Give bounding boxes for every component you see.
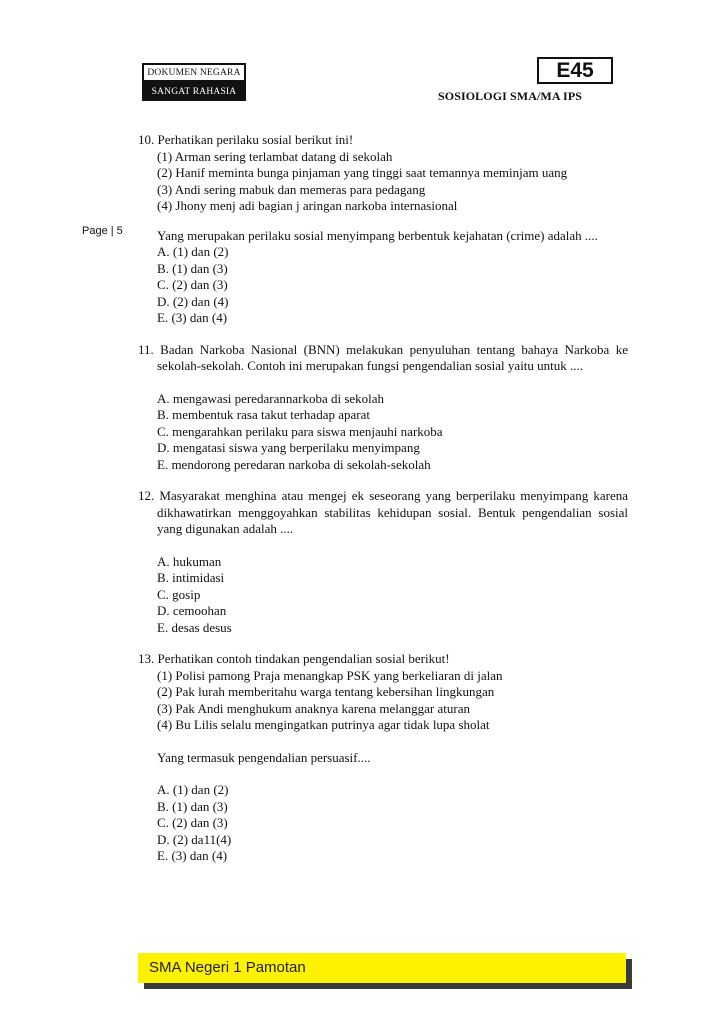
answer-option-a: A. (1) dan (2): [157, 244, 229, 259]
school-name: SMA Negeri 1 Pamotan: [149, 959, 306, 976]
answer-option-d: D. (2) dan (4): [157, 293, 229, 309]
stamp-sangat-rahasia: SANGAT RAHASIA: [142, 82, 246, 101]
answer-option-c: C. gosip: [157, 586, 201, 602]
answer-option-a: A. hukuman: [157, 553, 222, 569]
answer-option-e: E. mendorong peredaran narkoba di sekolah-sekolah: [157, 456, 431, 472]
subject-title: SOSIOLOGI SMA/MA IPS: [438, 89, 583, 103]
question-13: [138, 651, 628, 865]
question-prompt: Yang merupakan perilaku sosial menyimpang berbentuk kejahatan (crime) adalah ....: [157, 227, 598, 243]
statement-list: [138, 149, 628, 327]
question-10: [138, 132, 628, 327]
statement-item: (1) Polisi pamong Praja menangkap PSK yang berkeliaran di jalan: [157, 667, 503, 683]
answer-option-d: D. cemoohan: [157, 603, 227, 618]
statement-list: [138, 668, 628, 865]
answer-options: [157, 782, 628, 865]
question-stem: 11. Badan Narkoba Nasional (BNN) melakukan penyuluhan tentang bahaya Narkoba ke sekolah-sekolah. Contoh ini merupakan fungsi pengendalian sosial yaitu untuk ....: [138, 341, 628, 373]
question-11: [138, 342, 628, 474]
answer-option-b: B. (1) dan (3): [157, 798, 228, 814]
statement-item: (2) Pak lurah memberitahu warga tentang kebersihan lingkungan: [157, 684, 495, 699]
answer-options: [138, 391, 628, 474]
statement-item: (2) Hanif meminta bunga pinjaman yang tinggi saat temannya meminjam uang: [157, 165, 568, 180]
question-list: [138, 132, 628, 865]
answer-option-d: D. (2) da11(4): [157, 831, 232, 847]
question-prompt: Yang termasuk pengendalian persuasif....: [157, 749, 371, 765]
answer-option-c: C. mengarahkan perilaku para siswa menjauhi narkoba: [157, 423, 443, 439]
stamp-dokumen-negara: DOKUMEN NEGARA: [142, 63, 246, 82]
page-number-label: Page | 5: [82, 225, 123, 237]
answer-option-e: E. (3) dan (4): [157, 310, 228, 325]
statement-item: (4) Jhony menj adi bagian j aringan narkoba internasional: [157, 198, 458, 213]
question-stem: 10. Perhatikan perilaku sosial berikut ini!: [138, 132, 354, 147]
answer-option-e: E. desas desus: [157, 619, 232, 635]
answer-option-b: B. membentuk rasa takut terhadap aparat: [157, 407, 370, 422]
question-12: [138, 488, 628, 636]
statement-item: (1) Arman sering terlambat datang di sekolah: [157, 148, 393, 164]
answer-option-a: A. mengawasi peredarannarkoba di sekolah: [157, 390, 385, 406]
statement-item: (4) Bu Lilis selalu mengingatkan putrinya agar tidak lupa sholat: [157, 717, 490, 732]
statement-item: (3) Andi sering mabuk dan memeras para pedagang: [157, 181, 426, 197]
answer-option-c: C. (2) dan (3): [157, 815, 228, 830]
footer-banner: [138, 953, 626, 983]
answer-option-c: C. (2) dan (3): [157, 277, 228, 292]
exam-code-box: E45: [537, 57, 613, 84]
answer-option-b: B. intimidasi: [157, 570, 225, 585]
answer-option-e: E. (3) dan (4): [157, 848, 228, 863]
question-stem: 13. Perhatikan contoh tindakan pengendalian sosial berikut!: [138, 651, 450, 666]
answer-option-a: A. (1) dan (2): [157, 782, 229, 797]
question-stem: 12. Masyarakat menghina atau mengej ek seseorang yang berperilaku menyimpang karena dikhawatirkan menggoyahkan stabilitas kehidupan sosial. Bentuk pengendalian sosial yang digunakan adalah ....: [138, 488, 628, 536]
answer-option-b: B. (1) dan (3): [157, 260, 228, 276]
statement-item: (3) Pak Andi menghukum anaknya karena melanggar aturan: [157, 700, 470, 716]
answer-option-d: D. mengatasi siswa yang berperilaku menyimpang: [157, 440, 420, 455]
answer-options: [138, 554, 628, 637]
